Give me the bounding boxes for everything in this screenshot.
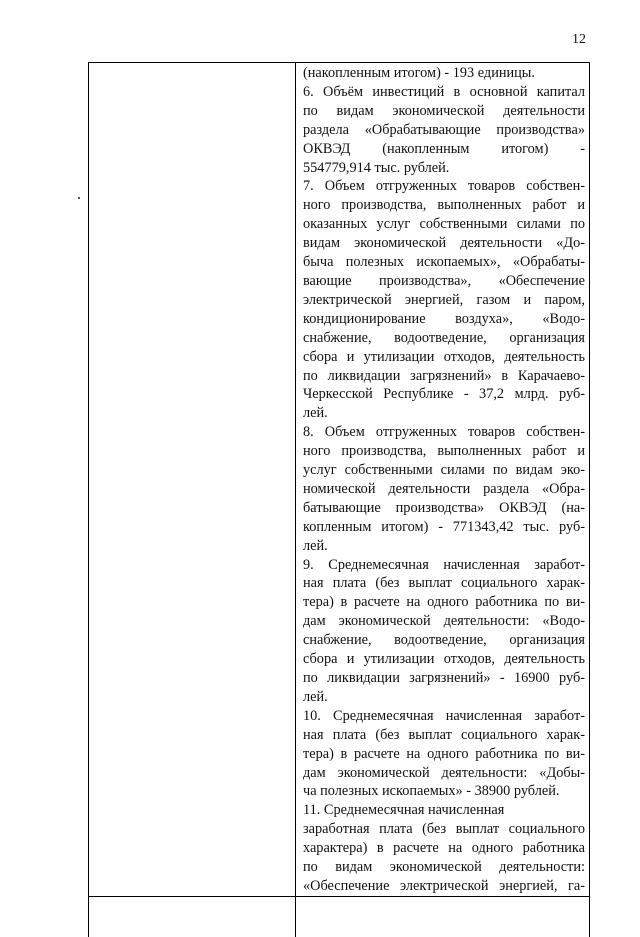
text-line: ного производства, выполненных работ и — [303, 443, 585, 460]
text-line: заработная плата (без выплат социального — [303, 821, 585, 838]
text-line: батывающие производства» ОКВЭД (на- — [303, 499, 585, 516]
text-line: электрической энергией, газом и паром, — [303, 291, 585, 308]
text-line: тера) в расчете на одного работника по ви- — [303, 594, 585, 611]
text-line: кондиционирование воздуха», «Водо- — [303, 310, 585, 327]
indicators-table — [88, 62, 590, 937]
text-line: лей. — [303, 405, 328, 422]
text-line: по видам экономической деятельности — [303, 102, 585, 119]
left-column-cell — [89, 896, 296, 937]
text-line: дам экономической деятельности: «Добы- — [303, 764, 585, 781]
text-line: сбора и утилизации отходов, деятельность — [303, 651, 585, 668]
text-line: по ликвидации загрязнений» в Карачаево- — [303, 367, 585, 384]
text-line: 9. Среднемесячная начисленная заработ- — [303, 556, 585, 573]
indicator-item — [303, 177, 585, 423]
text-line: по ликвидации загрязнений» - 16900 руб- — [303, 670, 585, 686]
text-line: «Обеспечение электрической энергией, га- — [303, 877, 585, 894]
text-line: снабжение, водоотведение, организация — [303, 632, 585, 649]
indicator-item — [303, 707, 585, 802]
indicators-cell — [296, 63, 590, 897]
text-line: ча полезных ископаемых» - 38900 рублей. — [303, 783, 560, 800]
page-number: 12 — [572, 32, 586, 47]
text-line: (накопленным итогом) - 193 единицы. — [303, 65, 535, 81]
text-line: видам экономической деятельности «До- — [303, 235, 585, 252]
indicator-item — [303, 83, 585, 178]
text-line: раздела «Обрабатывающие производства» — [303, 121, 585, 138]
text-line: вающие производства», «Обеспечение — [303, 272, 585, 289]
text-line: ная плата (без выплат социального харак- — [303, 575, 585, 592]
indicator-item — [303, 556, 585, 707]
text-line: сбора и утилизации отходов, деятельность — [303, 348, 585, 365]
text-line: снабжение, водоотведение, организация — [303, 329, 585, 346]
text-line: Черкесской Республике - 37,2 млрд. руб- — [303, 386, 585, 403]
table-row — [89, 63, 590, 897]
text-line: 10. Среднемесячная начисленная заработ- — [303, 707, 585, 724]
text-line: быча полезных ископаемых», «Обрабаты- — [303, 254, 585, 271]
text-line: номической деятельности раздела «Обра- — [303, 480, 585, 497]
indicator-item — [303, 801, 585, 896]
text-line: оказанных услуг собственными силами по — [303, 216, 585, 233]
text-line: услуг собственными силами по видам эко- — [303, 462, 585, 479]
scan-speck — [78, 197, 80, 199]
text-line: 554779,914 тыс. рублей. — [303, 159, 450, 176]
text-line: ного производства, выполненных работ и — [303, 197, 585, 214]
text-line: характера) в расчете на одного работника — [303, 840, 585, 857]
left-column-cell — [89, 63, 296, 897]
indicator-item — [303, 64, 585, 83]
text-line: ная плата (без выплат социального харак- — [303, 726, 585, 743]
text-line: 7. Объем отгруженных товаров собствен- — [303, 178, 585, 195]
indicators-cell-continuation — [296, 896, 590, 937]
text-line: дам экономической деятельности: «Водо- — [303, 613, 585, 630]
text-line: копленным итогом) - 771343,42 тыс. руб- — [303, 518, 585, 535]
text-line: лей. — [303, 688, 328, 705]
indicator-item — [303, 423, 585, 555]
text-line: по видам экономической деятельности: — [303, 859, 585, 876]
table-row-continuation — [89, 896, 590, 937]
text-line: 8. Объем отгруженных товаров собствен- — [303, 424, 585, 441]
text-line: 11. Среднемесячная начисленная — [303, 802, 505, 819]
text-line: 6. Объём инвестиций в основной капитал — [303, 83, 585, 100]
text-line: тера) в расчете на одного работника по ви- — [303, 745, 585, 762]
text-line: ОКВЭД (накопленным итогом) - — [303, 140, 585, 157]
text-line: лей. — [303, 537, 328, 554]
